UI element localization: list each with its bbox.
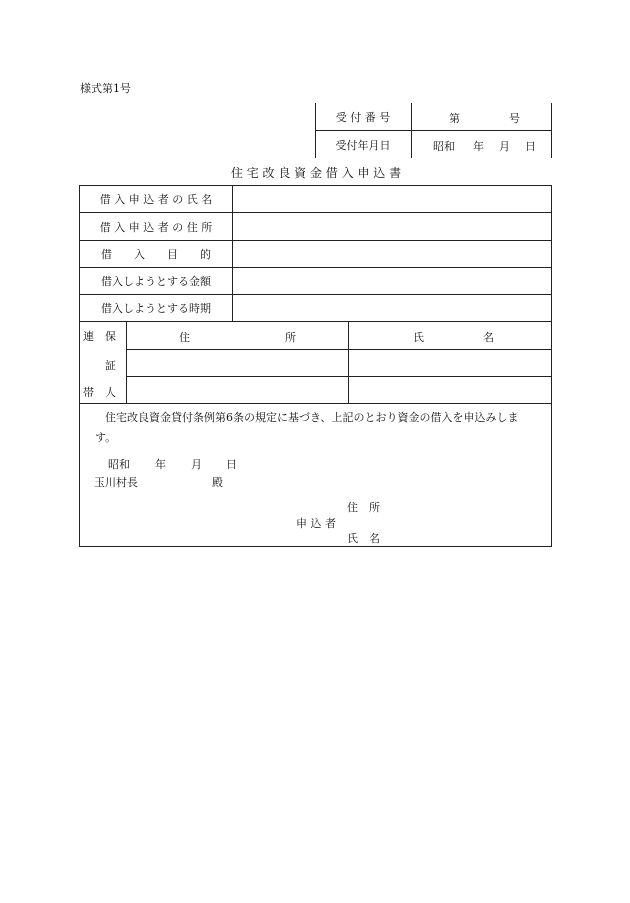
address-header-char-2: 所 [285, 331, 296, 344]
address-header-char-1: 住 [179, 331, 190, 344]
declaration-date-month: 月 [191, 458, 202, 471]
guarantor-2-address-field[interactable] [127, 377, 348, 403]
loan-timing-field[interactable] [233, 295, 551, 321]
applicant-address-field[interactable] [233, 213, 551, 240]
receipt-box [315, 103, 552, 158]
guarantor-address-header [127, 322, 348, 349]
addressee: 玉川村長 [94, 476, 138, 489]
guarantor-1-address-field[interactable] [127, 350, 348, 376]
applicant-name-field[interactable] [233, 186, 551, 212]
loan-purpose-field[interactable] [233, 241, 551, 267]
guarantor-char-4: 帯 [83, 386, 94, 399]
applicant-name-label: 借 入 申 込 者 の 氏 名 [99, 193, 213, 206]
guarantor-2-name-field[interactable] [349, 377, 551, 403]
loan-amount-field[interactable] [233, 268, 551, 294]
loan-purpose-label: 借 入 目 的 [101, 248, 211, 261]
guarantor-name-header [349, 322, 551, 349]
name-header-char-1: 氏 [413, 331, 424, 344]
loan-timing-label: 借入しようとする時期 [101, 302, 211, 315]
guarantor-char-3: 証 [105, 359, 116, 372]
applicant-name-label-bottom: 氏 名 [347, 532, 380, 545]
declaration-date-era: 昭和 [108, 458, 130, 471]
receipt-date-value[interactable] [411, 131, 551, 158]
application-table [79, 185, 552, 547]
declaration-date-year: 年 [155, 458, 166, 471]
receipt-date-year: 年 [473, 140, 484, 153]
declaration-date-day: 日 [226, 458, 237, 471]
receipt-date-month: 月 [499, 140, 510, 153]
receipt-number-value[interactable] [411, 103, 551, 130]
receipt-date-day: 日 [525, 140, 536, 153]
receipt-number-suffix: 号 [509, 112, 520, 125]
guarantor-1-name-field[interactable] [349, 350, 551, 376]
joint-guarantor-label [79, 322, 126, 403]
guarantor-char-2: 保 [105, 330, 116, 343]
form-number: 様式第1号 [80, 82, 131, 95]
form-title: 住 宅 改 良 資 金 借 入 申 込 書 [230, 165, 402, 180]
guarantor-char-5: 人 [105, 386, 116, 399]
name-header-char-2: 名 [483, 331, 494, 344]
applicant-label: 申 込 者 [296, 517, 336, 530]
addressee-honorific: 殿 [212, 476, 223, 489]
receipt-number-prefix: 第 [449, 112, 460, 125]
loan-amount-label: 借入しようとする金額 [101, 275, 211, 288]
receipt-date-label: 受付年月日 [335, 138, 391, 152]
receipt-number-label: 受 付 番 号 [335, 110, 391, 124]
declaration-text-line1: 住宅改良資金貸付条例第6条の規定に基づき、上記のとおり資金の借入を申込みしま [105, 411, 519, 424]
guarantor-char-1: 連 [83, 330, 94, 343]
applicant-address-label-bottom: 住 所 [347, 501, 380, 514]
applicant-address-label: 借 入 申 込 者 の 住 所 [99, 220, 213, 234]
receipt-date-era: 昭和 [433, 140, 455, 153]
declaration-text-line2: す。 [95, 431, 117, 444]
